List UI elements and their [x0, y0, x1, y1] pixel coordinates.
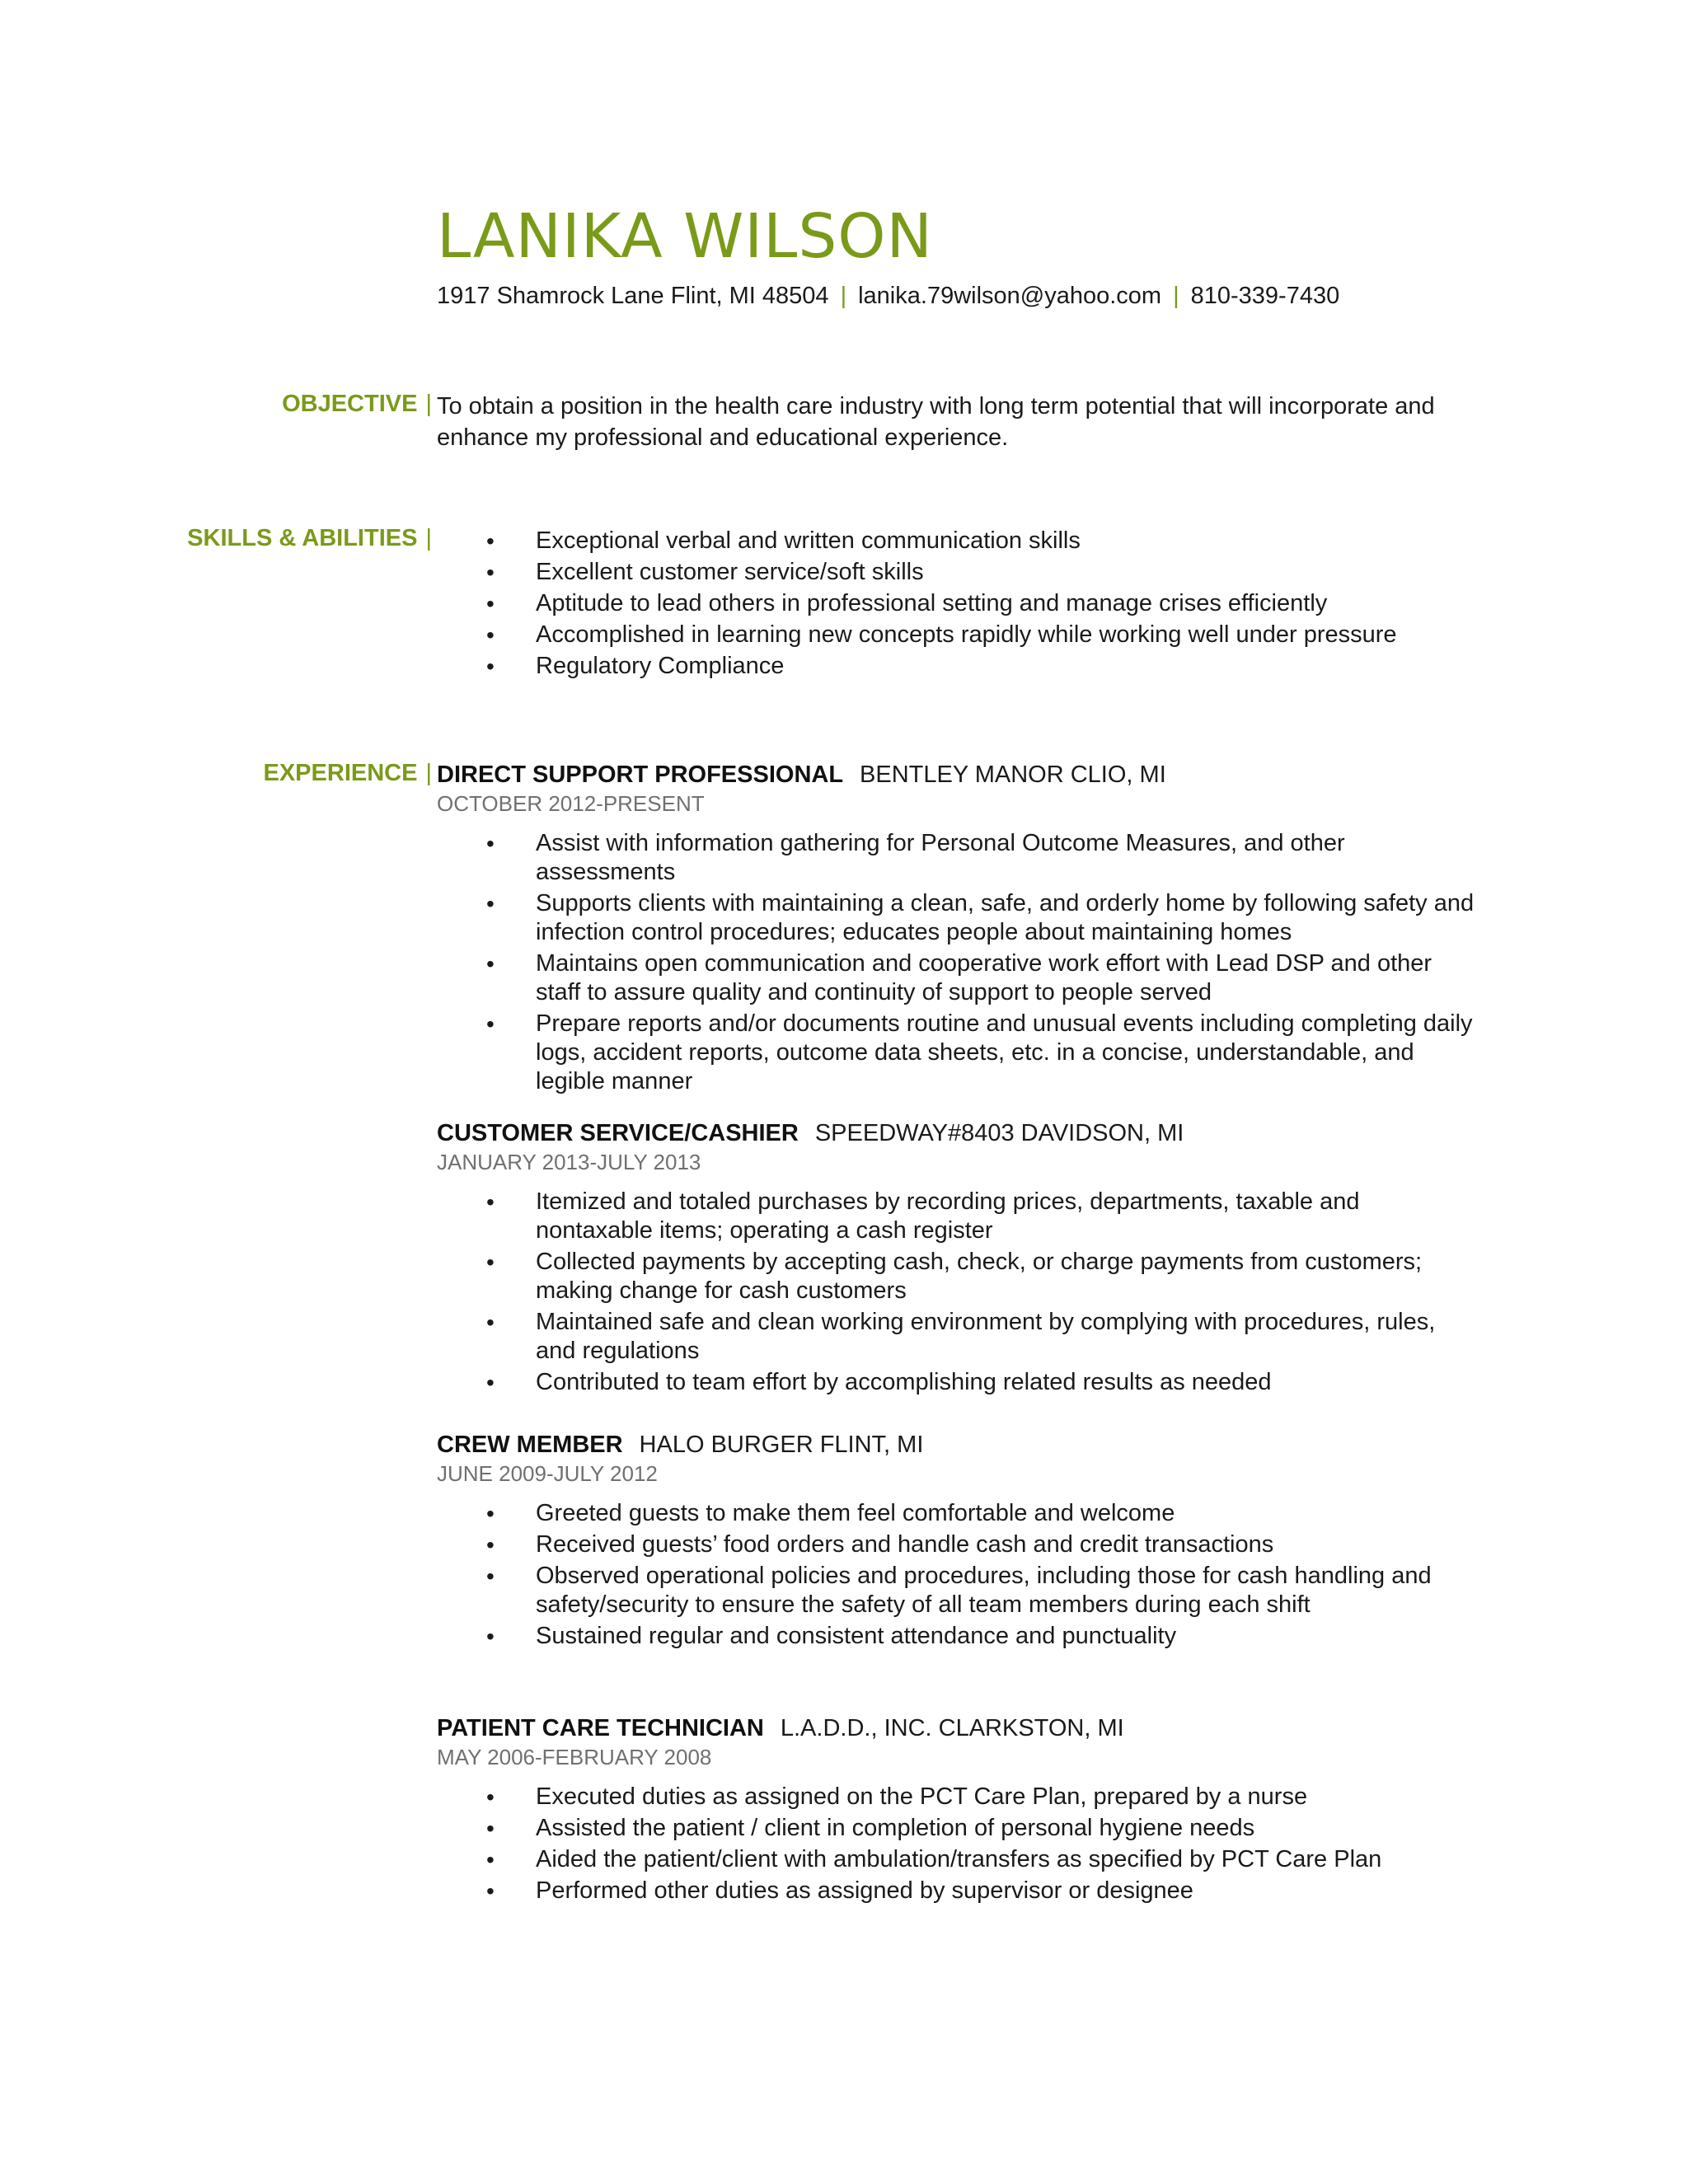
job-title: PATIENT CARE TECHNICIAN — [437, 1715, 764, 1741]
contact-separator: | — [840, 283, 847, 309]
job-employer: BENTLEY MANOR CLIO, MI — [860, 762, 1166, 788]
job-entry — [437, 1118, 1508, 1399]
objective-text: To obtain a position in the health care industry with long term potential that will incorporate and enhance my professional and educational experience. — [437, 393, 1435, 451]
candidate-name: LANIKA WILSON — [437, 201, 933, 272]
skills-label: SKILLS & ABILITIES | — [187, 525, 432, 551]
list-item: • Prepare reports and/or documents routine and unusual events including completing daily logs, accident reports, outcome data sheets, etc. in a concise, understandable, and legible manner — [437, 1010, 1475, 1096]
address: 1917 Shamrock Lane Flint, MI 48504 — [437, 283, 829, 309]
job-dates: MAY 2006-FEBRUARY 2008 — [437, 1745, 712, 1769]
list-item: • Exceptional verbal and written communication skills — [437, 527, 1475, 555]
section-bar: | — [425, 760, 432, 786]
job-employer: SPEEDWAY#8403 DAVIDSON, MI — [814, 1120, 1184, 1146]
job-title: CREW MEMBER — [437, 1432, 623, 1458]
job-dates: JANUARY 2013-JULY 2013 — [437, 1150, 701, 1174]
section-bar: | — [425, 391, 432, 417]
email: lanika.79wilson@yahoo.com — [858, 283, 1162, 309]
list-item: • Assist with information gathering for Personal Outcome Measures, and other assessments — [437, 829, 1475, 887]
list-item: • Contributed to team effort by accomplishing related results as needed — [437, 1368, 1475, 1397]
job-duties — [437, 1188, 1475, 1397]
list-item: • Aided the patient/client with ambulation/transfers as specified by PCT Care Plan — [437, 1845, 1475, 1874]
list-item: • Accomplished in learning new concepts rapidly while working well under pressure — [437, 621, 1475, 649]
skills-list — [437, 527, 1475, 683]
list-item: • Maintained safe and clean working environment by complying with procedures, rules, and regulations — [437, 1308, 1475, 1366]
list-item: • Regulatory Compliance — [437, 652, 1475, 681]
list-item: • Maintains open communication and cooperative work effort with Lead DSP and other staff to assure quality and continuity of support to people served — [437, 949, 1475, 1007]
phone: 810-339-7430 — [1190, 283, 1340, 309]
job-duties — [437, 1783, 1475, 1905]
job-duties — [437, 1499, 1475, 1651]
job-duties — [437, 829, 1475, 1096]
list-item: • Executed duties as assigned on the PCT Care Plan, prepared by a nurse — [437, 1783, 1475, 1811]
section-bar: | — [425, 525, 432, 551]
objective-label: OBJECTIVE | — [282, 391, 432, 417]
job-employer: HALO BURGER FLINT, MI — [639, 1432, 924, 1458]
list-item: • Itemized and totaled purchases by recording prices, departments, taxable and nontaxable items; operating a cash register — [437, 1188, 1475, 1245]
job-dates: OCTOBER 2012-PRESENT — [437, 791, 705, 816]
job-title: CUSTOMER SERVICE/CASHIER — [437, 1120, 799, 1146]
job-heading — [437, 1118, 1508, 1148]
experience-label: EXPERIENCE | — [263, 760, 432, 786]
job-heading — [437, 760, 1508, 790]
job-entry — [437, 1430, 1508, 1653]
list-item: • Collected payments by accepting cash, check, or charge payments from customers; making change for cash customers — [437, 1248, 1475, 1305]
job-entry — [437, 1713, 1508, 1908]
list-item: • Supports clients with maintaining a clean, safe, and orderly home by following safety and infection control procedures; educates people about maintaining homes — [437, 889, 1475, 947]
list-item: • Assisted the patient / client in completion of personal hygiene needs — [437, 1814, 1475, 1843]
job-heading — [437, 1713, 1508, 1743]
job-dates: JUNE 2009-JULY 2012 — [437, 1461, 658, 1486]
contact-separator: | — [1173, 283, 1179, 309]
job-employer: L.A.D.D., INC. CLARKSTON, MI — [780, 1715, 1124, 1741]
list-item: • Aptitude to lead others in professional setting and manage crises efficiently — [437, 589, 1475, 618]
list-item: • Sustained regular and consistent attendance and punctuality — [437, 1622, 1475, 1651]
list-item: • Excellent customer service/soft skills — [437, 558, 1475, 587]
contact-line — [437, 283, 1339, 310]
list-item: • Received guests’ food orders and handle cash and credit transactions — [437, 1530, 1475, 1559]
list-item: • Performed other duties as assigned by supervisor or designee — [437, 1877, 1475, 1905]
job-title: DIRECT SUPPORT PROFESSIONAL — [437, 762, 844, 788]
list-item: • Greeted guests to make them feel comfortable and welcome — [437, 1499, 1475, 1528]
list-item: • Observed operational policies and procedures, including those for cash handling and safety/security to ensure the safety of all team members during each shift — [437, 1562, 1475, 1619]
job-heading — [437, 1430, 1508, 1460]
job-entry — [437, 760, 1508, 1099]
